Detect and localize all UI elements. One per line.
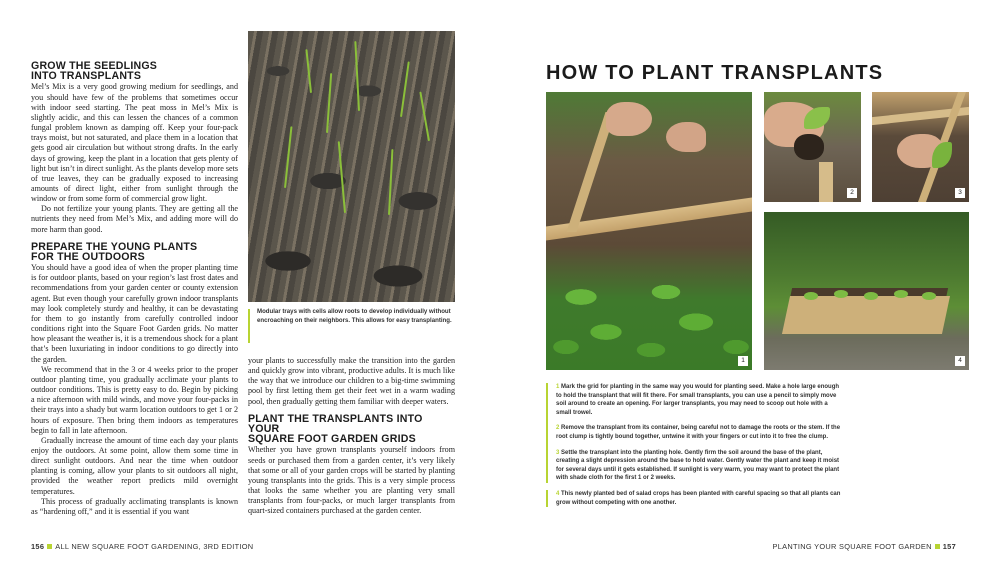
text-column-left — [31, 61, 238, 517]
step-accent-bar — [546, 449, 548, 483]
paragraph: Mel’s Mix is a very good growing medium for seedlings, and you should have few of the problems that sometimes occur with indoor seed starting. The peat moss in Mel’s Mix is slightly acidic, and this can lessen the chances of a common fungal problem known as damping off. Keep your four-pack trays moist, but not saturated, and place them in a location that gets good air circulation but without strong drafts. In the early days of growing, keep the plant in a location that gets plenty of light but isn’t in direct sunlight. As the plants develop more sets of true leaves, they can be gradually exposed to increasing amounts of direct light, either from sunlight through the window or from some form of commercial grow light. — [31, 82, 238, 204]
page-number: 156 — [31, 542, 45, 551]
step-list — [556, 383, 844, 514]
section-heading-plant-transplants — [248, 414, 455, 445]
seedling-tray-photo — [248, 31, 455, 302]
step-number: 3 — [556, 449, 560, 456]
paragraph: your plants to successfully make the transition into the garden and quickly grow into vibrant, productive adults. It is much like the way that we introduce our children to a big-time swimming pool by first letting them get their feet wet in a warm wading pool, then gradually getting them familiar with deeper waters. — [248, 356, 455, 406]
plant — [834, 290, 848, 298]
step-number: 1 — [556, 384, 560, 390]
photo-number-badge: 1 — [738, 356, 748, 366]
paragraph: Gradually increase the amount of time each day your plants enjoy the outdoors. At some point, allow them some time in direct sunlight outdoors. And near the time when outdoor planting is coming, allow your plants to sit outdoors all night, provided the weather report predicts mild overnight temperatures. — [31, 435, 238, 496]
step-item — [556, 383, 844, 417]
step-number: 4 — [556, 490, 560, 497]
step-item — [556, 424, 844, 441]
running-title: ALL NEW SQUARE FOOT GARDENING, 3RD EDITION — [55, 542, 254, 551]
hand — [606, 102, 652, 136]
step-accent-bar — [546, 383, 548, 425]
heading-line: SQUARE FOOT GARDEN GRIDS — [248, 433, 416, 446]
heading-line: GROW THE SEEDLINGS — [31, 60, 158, 72]
step-item — [556, 449, 844, 483]
root-clump — [794, 134, 824, 160]
plant — [894, 290, 908, 298]
paragraph: We recommend that in the 3 or 4 weeks prior to the proper outdoor planting time, you gradually acclimate your plants to outdoor conditions. This is pretty easy to do. Begin by picking a nice afternoon with mild winds, and move your four-packs in their trays into a shady but warm location outdoors to get 1 or 2 hours of exposure. Then bring them indoors as temperatures begin to fall in late afternoon. — [31, 364, 238, 435]
photo-caption — [248, 307, 455, 345]
page-number: 157 — [942, 542, 956, 551]
section-heading-prepare-young-plants — [31, 242, 238, 262]
photo-number-badge: 2 — [847, 188, 857, 198]
caption-accent-bar — [248, 309, 250, 343]
step-number: 2 — [556, 425, 560, 432]
step-text: Remove the transplant from its container, being careful not to damage the roots or the stem. If the root clump is tightly bound together, untwine it with your fingers or cut into it to free the clump. — [556, 425, 841, 440]
step-2-photo — [764, 92, 861, 202]
paragraph: You should have a good idea of when the proper planting time is for outdoor plants, based on your region’s last frost dates and recommendations from your garden center or county extension agent. But even though your carefully grown indoor transplants may look completely sturdy and healthy, it can be devastating for them to go instantly from carefully controlled indoor conditions right into the Square Foot Garden grids. No matter how pleasant the weather is, it is a tremendous shock for a plant that’s been luxuriating in indoor conditions to go directly into the garden. — [31, 263, 239, 364]
step-1-photo — [546, 92, 752, 370]
heading-line: FOR THE OUTDOORS — [31, 250, 145, 263]
caption-text: Modular trays with cells allow roots to develop individually without encroaching on their neighbors. This allows for easy transplanting. — [257, 308, 452, 324]
square-bullet-icon — [935, 544, 940, 549]
plant — [864, 292, 878, 300]
step-item — [556, 490, 844, 507]
step-text: Mark the grid for planting in the same way you would for planting seed. Make a hole large enough to hold the transplant that will fit there. For small transplants, you can use a pencil to simply move soil around to create an opening. For larger transplants, you may need to scoop out hole with a small trowel. — [556, 384, 840, 416]
paragraph: Do not fertilize your young plants. They are getting all the nutrients they need from Mel’s Mix, and adding more will do more harm than good. — [31, 204, 238, 234]
section-heading-grow-seedlings — [31, 61, 238, 81]
garden-bed-frame — [782, 296, 950, 334]
plant — [922, 292, 936, 300]
paragraph: Whether you have grown transplants yourself indoors from seeds or purchased them from a garden center, it’s very likely that some or all of your garden crops will be started by planting young transplants into the grids. This is a very simple process that looks the same whether you are planting very small transplants from four-packs, or much larger transplants from quart-sized containers purchased at the garden center. — [248, 445, 455, 516]
heading-line: PLANT THE TRANSPLANTS INTO YOUR — [248, 412, 423, 435]
footer-right — [773, 542, 956, 551]
sprout — [419, 92, 430, 142]
hand — [666, 122, 706, 152]
heading-line: PREPARE THE YOUNG PLANTS — [31, 240, 198, 253]
photo-number-badge: 3 — [955, 188, 965, 198]
plant — [804, 292, 818, 300]
sprout — [388, 149, 393, 215]
step-text: Settle the transplant into the planting hole. Gently firm the soil around the base of the plant, creating a slight depression around the base to hold water. Gently water the plant and keep it moist for several days until it gets established. If sunlight is very warm, you may want to protect the plant with shade cloth for the first 1 or 2 weeks. — [556, 449, 840, 482]
wood-divider — [819, 162, 833, 202]
running-title: PLANTING YOUR SQUARE FOOT GARDEN — [772, 542, 932, 551]
sprout — [326, 73, 332, 133]
paragraph: This process of gradually acclimating transplants is known as “hardening off,” and it is essential if you want — [31, 496, 238, 516]
step-3-photo — [872, 92, 969, 202]
photo-number-badge: 4 — [955, 356, 965, 366]
step-accent-bar — [546, 424, 548, 450]
sprout — [354, 41, 360, 111]
sprout — [400, 61, 410, 117]
sprout — [305, 49, 312, 93]
footer-left — [31, 542, 253, 551]
sprout — [338, 141, 346, 213]
sprout — [284, 126, 292, 188]
square-bullet-icon — [47, 544, 52, 549]
step-accent-bar — [546, 490, 548, 507]
text-column-right — [248, 356, 455, 516]
step-text: This newly planted bed of salad crops has been planted with careful spacing so that all plants can grow without competing with one another. — [556, 490, 841, 506]
step-4-photo — [764, 212, 969, 370]
page-title: HOW TO PLANT TRANSPLANTS — [546, 62, 884, 84]
heading-line: INTO TRANSPLANTS — [31, 70, 142, 83]
